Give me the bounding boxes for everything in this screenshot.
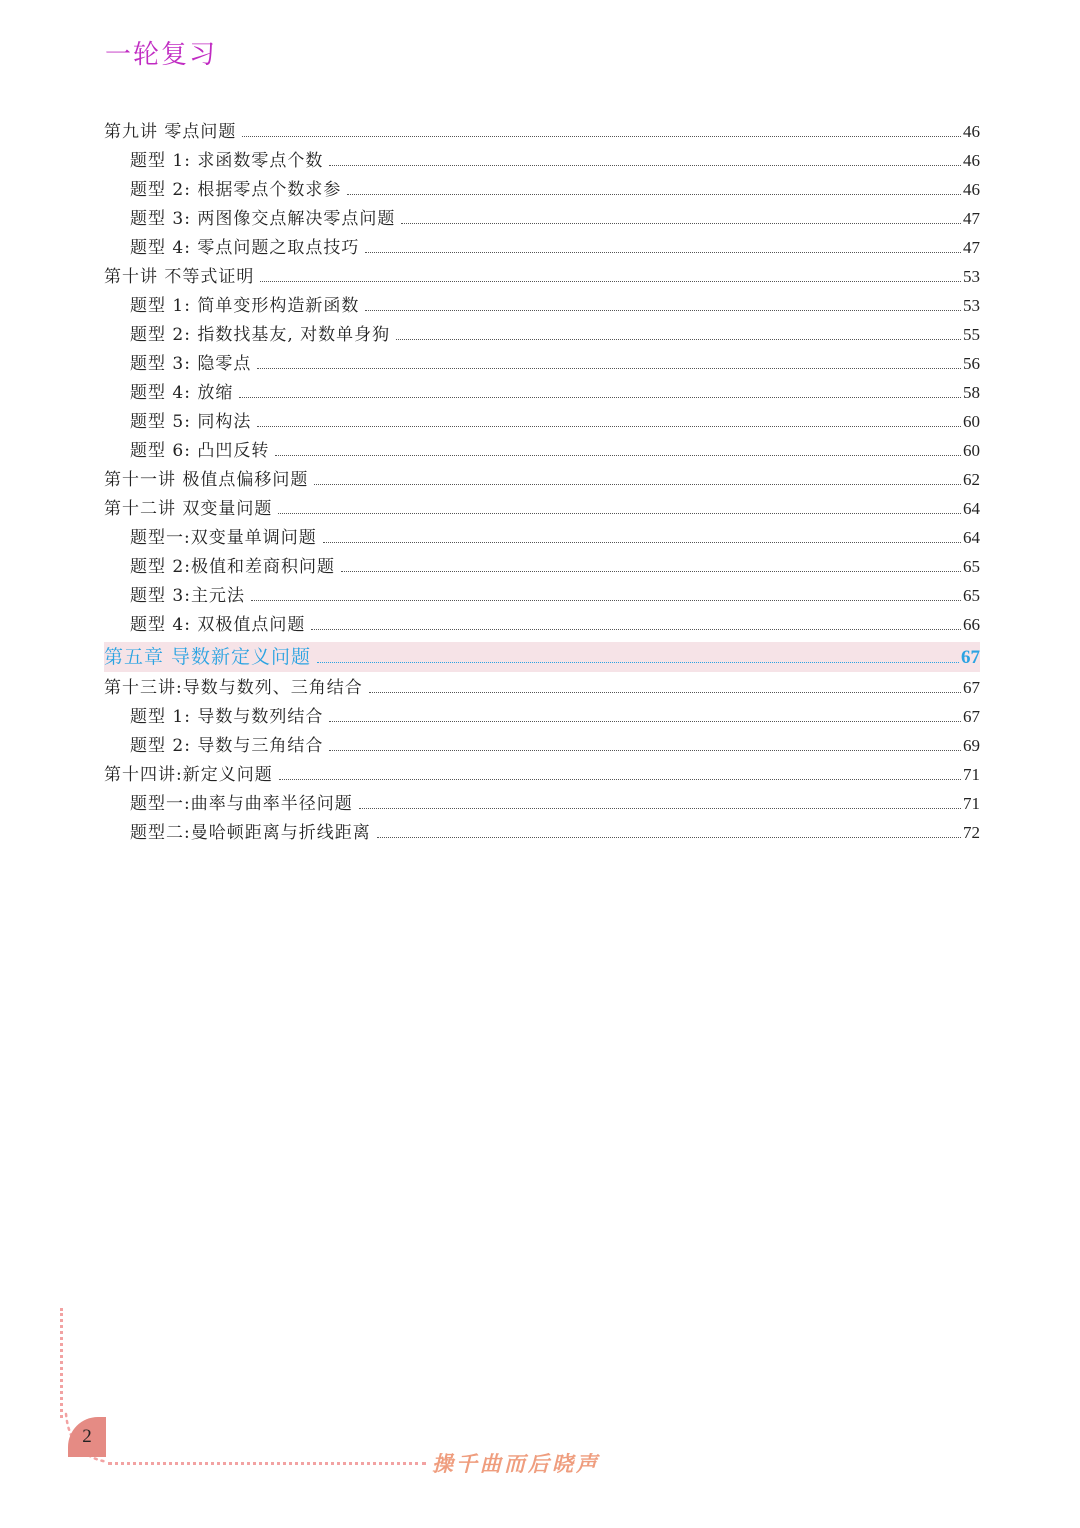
toc-entry-page: 65 — [963, 557, 980, 576]
toc-entry-label: 第十二讲 双变量问题 — [104, 499, 273, 519]
toc-entry-label: 题型 4: 放缩 — [130, 383, 234, 403]
toc-entry-label: 题型一:曲率与曲率半径问题 — [130, 794, 353, 814]
footer-motto: 操千曲而后晓声 — [432, 1452, 600, 1476]
toc-entry-label: 题型 2: 指数找基友, 对数单身狗 — [130, 325, 391, 345]
toc-entry-page: 46 — [963, 151, 980, 170]
dot-leader — [275, 454, 961, 456]
toc-entry[interactable] — [104, 408, 980, 437]
dot-leader — [329, 164, 961, 166]
decorative-dotted-line-horizontal — [108, 1462, 426, 1469]
toc-entry-label: 第十三讲:导数与数列、三角结合 — [104, 678, 363, 698]
dot-leader — [323, 541, 961, 543]
toc-entry[interactable] — [104, 292, 980, 321]
toc-entry-label: 题型 5: 同构法 — [130, 412, 252, 432]
toc-chapter-entry[interactable] — [104, 642, 980, 672]
toc-entry[interactable] — [104, 703, 980, 732]
toc-entry-page: 60 — [963, 441, 980, 460]
toc-entry[interactable] — [104, 553, 980, 582]
toc-entry-page: 66 — [963, 615, 980, 634]
dot-leader — [347, 193, 961, 195]
toc-entry-page: 46 — [963, 180, 980, 199]
toc-entry-page: 62 — [963, 470, 980, 489]
toc-entry-page: 67 — [963, 678, 980, 697]
toc-entry-label: 题型 3:主元法 — [130, 586, 245, 606]
toc-entry-label: 题型一:双变量单调问题 — [130, 528, 317, 548]
toc-entry[interactable] — [104, 790, 980, 819]
header-title: 一轮复习 — [105, 40, 218, 70]
toc-entry-label: 题型 3: 隐零点 — [130, 354, 252, 374]
dot-leader — [260, 280, 961, 282]
toc-entry[interactable] — [104, 819, 980, 848]
toc-entry[interactable] — [104, 495, 980, 524]
dot-leader — [341, 570, 961, 572]
toc-entry[interactable] — [104, 234, 980, 263]
dot-leader — [242, 135, 961, 137]
toc-entry-label: 题型 1: 导数与数列结合 — [130, 707, 324, 727]
toc-entry[interactable] — [104, 732, 980, 761]
toc-chapter-page: 67 — [961, 647, 980, 668]
dot-leader — [359, 807, 961, 809]
dot-leader — [369, 691, 961, 693]
toc-entry-page: 64 — [963, 528, 980, 547]
toc-entry-page: 60 — [963, 412, 980, 431]
toc-chapter-label: 第五章 导数新定义问题 — [104, 646, 312, 668]
toc-entry[interactable] — [104, 118, 980, 147]
toc-entry-page: 71 — [963, 765, 980, 784]
dot-leader — [329, 720, 961, 722]
decorative-dotted-line-vertical — [60, 1308, 67, 1418]
toc-entry[interactable] — [104, 147, 980, 176]
dot-leader — [377, 836, 961, 838]
dot-leader — [396, 338, 961, 340]
dot-leader — [251, 599, 961, 601]
toc-entry[interactable] — [104, 379, 980, 408]
toc-entry-page: 47 — [963, 209, 980, 228]
toc-entry-page: 56 — [963, 354, 980, 373]
dot-leader — [365, 309, 961, 311]
toc-entry-label: 第十一讲 极值点偏移问题 — [104, 470, 309, 490]
toc-entry-label: 题型二:曼哈顿距离与折线距离 — [130, 823, 371, 843]
toc-entry-label: 题型 4: 零点问题之取点技巧 — [130, 238, 360, 258]
dot-leader — [257, 367, 961, 369]
toc-entry-page: 47 — [963, 238, 980, 257]
toc-entry-label: 第十讲 不等式证明 — [104, 267, 255, 287]
toc-entry[interactable] — [104, 263, 980, 292]
toc-entry[interactable] — [104, 176, 980, 205]
toc-entry-label: 第九讲 零点问题 — [104, 122, 237, 142]
toc-entry-label: 题型 1: 求函数零点个数 — [130, 151, 324, 171]
toc-entry-label: 题型 6: 凸凹反转 — [130, 441, 270, 461]
dot-leader — [401, 222, 961, 224]
toc-entry-label: 题型 2:极值和差商积问题 — [130, 557, 335, 577]
toc-entry-page: 53 — [963, 296, 980, 315]
dot-leader — [365, 251, 961, 253]
toc-entry[interactable] — [104, 350, 980, 379]
dot-leader — [257, 425, 961, 427]
toc-entry[interactable] — [104, 321, 980, 350]
toc-entry[interactable] — [104, 524, 980, 553]
toc-entry[interactable] — [104, 437, 980, 466]
toc-entry-page: 53 — [963, 267, 980, 286]
toc-entry-label: 题型 1: 简单变形构造新函数 — [130, 296, 360, 316]
toc-entry-page: 72 — [963, 823, 980, 842]
toc-entry-page: 55 — [963, 325, 980, 344]
toc-entry-page: 71 — [963, 794, 980, 813]
dot-leader — [314, 483, 961, 485]
toc-entry[interactable] — [104, 582, 980, 611]
dot-leader — [317, 661, 959, 663]
dot-leader — [329, 749, 961, 751]
toc-entry-label: 题型 4: 双极值点问题 — [130, 615, 306, 635]
toc-entry-label: 第十四讲:新定义问题 — [104, 765, 273, 785]
dot-leader — [239, 396, 961, 398]
toc-entry-page: 67 — [963, 707, 980, 726]
toc-entry[interactable] — [104, 674, 980, 703]
dot-leader — [279, 778, 961, 780]
toc-entry-label: 题型 2: 根据零点个数求参 — [130, 180, 342, 200]
dot-leader — [311, 628, 961, 630]
dot-leader — [278, 512, 961, 514]
toc-entry-label: 题型 3: 两图像交点解决零点问题 — [130, 209, 396, 229]
toc-entry[interactable] — [104, 611, 980, 640]
toc-entry-page: 65 — [963, 586, 980, 605]
toc-entry[interactable] — [104, 466, 980, 495]
page-number-badge: 2 — [68, 1417, 106, 1457]
toc-entry[interactable] — [104, 205, 980, 234]
toc-entry-label: 题型 2: 导数与三角结合 — [130, 736, 324, 756]
toc-entry-page: 46 — [963, 122, 980, 141]
toc-entry[interactable] — [104, 761, 980, 790]
toc-entry-page: 58 — [963, 383, 980, 402]
toc-entry-page: 69 — [963, 736, 980, 755]
table-of-contents — [104, 118, 980, 848]
toc-entry-page: 64 — [963, 499, 980, 518]
